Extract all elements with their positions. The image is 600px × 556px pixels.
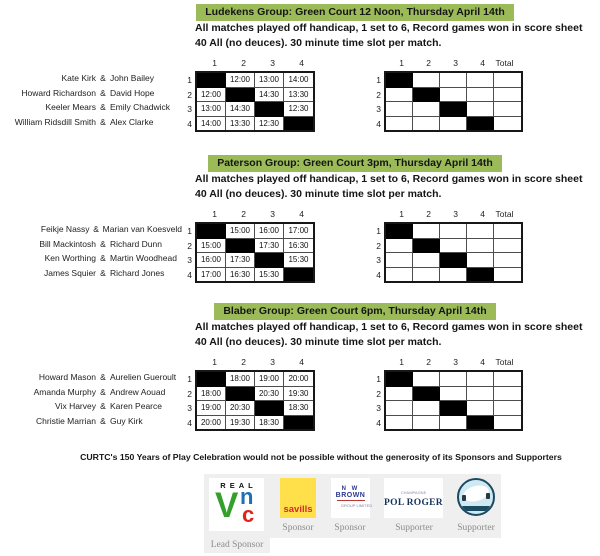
- score-cell: [494, 387, 521, 402]
- pair-row: [0, 71, 182, 86]
- scoresheet-table: [372, 209, 523, 283]
- player2-name: Alex Clarke: [110, 116, 154, 127]
- nw-brown-rule: [337, 500, 365, 501]
- time-cell: 19:00: [197, 401, 226, 416]
- instructions-line2: 40 All (no deuces). 30 minute time slot per match.: [195, 37, 442, 49]
- row-label: 4: [376, 118, 381, 129]
- score-cell: [440, 239, 467, 254]
- time-cell: 13:00: [255, 73, 284, 88]
- group-title: Paterson Group: Green Court 3pm, Thursday April 14th: [208, 155, 502, 172]
- pair-row: [0, 237, 182, 252]
- time-cell: 16:00: [197, 253, 226, 268]
- blocked-cell: [440, 102, 467, 117]
- schedule-table: [183, 209, 315, 283]
- player1-name: Keeler Mears: [45, 102, 96, 112]
- column-headers: [195, 357, 315, 370]
- score-cell: [494, 224, 521, 239]
- time-cell: 13:30: [284, 88, 313, 103]
- player1-name: Christie Marrian: [36, 415, 96, 426]
- nw-brown-logo: [331, 478, 373, 518]
- blocked-cell: [467, 268, 494, 282]
- column-header: 3: [270, 58, 275, 68]
- time-cell: 12:00: [226, 73, 255, 88]
- row-label: 2: [187, 240, 192, 251]
- blocked-cell: [197, 73, 226, 88]
- player2-name: Aurelien Gueroult: [110, 372, 177, 382]
- ampersand: &: [100, 415, 106, 426]
- score-cell: [386, 268, 413, 282]
- blocked-cell: [284, 416, 313, 430]
- player2-name: Marian van Koesveld: [102, 224, 182, 234]
- realvnc-n-letter: n: [240, 484, 254, 509]
- score-cell: [440, 117, 467, 131]
- score-cell: [386, 88, 413, 103]
- realvnc-real-text: REAL: [220, 481, 257, 490]
- score-cell: [494, 401, 521, 416]
- pairs-list: [0, 222, 182, 280]
- column-header: 3: [270, 357, 275, 367]
- player2-name: Emily Chadwick: [110, 102, 170, 112]
- savills-sponsor-label: Sponsor: [282, 523, 314, 533]
- player1-name: Ken Worthing: [44, 253, 96, 263]
- score-cell: [494, 239, 521, 254]
- score-cell: [440, 224, 467, 239]
- blocked-cell: [413, 387, 440, 402]
- column-header: 4: [299, 357, 304, 367]
- score-cell: [494, 88, 521, 103]
- row-label: 2: [187, 388, 192, 399]
- score-cell: [467, 88, 494, 103]
- player1-name: Howard Mason: [38, 372, 96, 382]
- column-header: 4: [480, 209, 485, 219]
- column-headers: [195, 58, 315, 71]
- row-label: 1: [187, 75, 192, 85]
- blocked-cell: [440, 401, 467, 416]
- row-label: 4: [187, 269, 192, 280]
- player1-name: Vix Harvey: [55, 401, 96, 411]
- instructions-line1: All matches played off handicap, 1 set to 6, Record games won in score sheet: [195, 321, 583, 333]
- time-cell: 18:00: [226, 372, 255, 387]
- scoresheet-table: [372, 357, 523, 431]
- ampersand: &: [100, 253, 106, 263]
- column-header: 2: [426, 209, 431, 219]
- time-cell: 17:00: [284, 224, 313, 239]
- group-section: [0, 2, 600, 142]
- score-cell: [467, 224, 494, 239]
- score-cell: [386, 416, 413, 430]
- savills-wordmark: savills: [283, 504, 313, 515]
- blocked-cell: [386, 224, 413, 239]
- time-cell: 15:30: [255, 268, 284, 282]
- group-title-row: [115, 2, 595, 21]
- time-cell: 16:30: [226, 268, 255, 282]
- player2-name: Richard Jones: [110, 267, 165, 278]
- column-header: 1: [212, 209, 217, 219]
- time-cell: 16:30: [284, 239, 313, 254]
- score-cell: [494, 372, 521, 387]
- column-header: 2: [426, 58, 431, 68]
- row-label: 4: [376, 269, 381, 280]
- blocked-cell: [284, 117, 313, 131]
- blocked-cell: [413, 88, 440, 103]
- blocked-cell: [440, 253, 467, 268]
- ampersand: &: [100, 267, 106, 278]
- nw-brown-subtitle: GROUP LIMITED: [340, 503, 373, 508]
- player1-name: Kate Kirk: [61, 73, 96, 83]
- column-header: 1: [212, 357, 217, 367]
- time-cell: 14:00: [284, 73, 313, 88]
- nw-brown-sponsor-label: Sponsor: [334, 523, 366, 533]
- row-label: 4: [376, 417, 381, 428]
- row-label: 1: [376, 226, 381, 236]
- column-headers: [384, 357, 523, 370]
- score-cell: [467, 387, 494, 402]
- crest-figure-left: [462, 495, 466, 501]
- blocked-cell: [226, 239, 255, 254]
- score-cell: [467, 372, 494, 387]
- score-cell: [413, 102, 440, 117]
- player1-name: Howard Richardson: [21, 87, 96, 98]
- schedule-table: [183, 58, 315, 132]
- group-section: [0, 301, 600, 441]
- time-cell: 20:00: [197, 416, 226, 430]
- crest-figure-right: [486, 493, 490, 499]
- nw-brown-initials: N W: [341, 486, 360, 492]
- score-cell: [440, 372, 467, 387]
- blocked-cell: [386, 372, 413, 387]
- ampersand: &: [100, 102, 106, 112]
- score-cell: [467, 239, 494, 254]
- score-cell: [386, 117, 413, 131]
- score-cell: [413, 253, 440, 268]
- score-cell: [413, 224, 440, 239]
- column-header: 3: [270, 209, 275, 219]
- row-label: 4: [187, 118, 192, 129]
- time-cell: 13:00: [197, 102, 226, 117]
- group-section: [0, 153, 600, 293]
- score-cell: [467, 253, 494, 268]
- score-cell: [467, 73, 494, 88]
- pair-row: [0, 115, 182, 130]
- club-crest-logo: [457, 478, 495, 516]
- time-cell: 12:30: [284, 102, 313, 117]
- row-label: 3: [187, 403, 192, 413]
- score-cell: [467, 102, 494, 117]
- savills-logo: [280, 478, 316, 518]
- pairs-list: [0, 370, 182, 428]
- score-cell: [413, 372, 440, 387]
- ampersand: &: [100, 116, 106, 127]
- player2-name: Richard Dunn: [110, 238, 162, 249]
- player2-name: Martin Woodhead: [110, 253, 177, 263]
- score-cell: [494, 268, 521, 282]
- player1-name: William Ridsdill Smith: [14, 116, 96, 127]
- time-cell: 20:00: [284, 372, 313, 387]
- player1-name: Bill Mackintosh: [39, 238, 96, 249]
- pair-row: [0, 266, 182, 281]
- nw-brown-name: BROWN: [335, 492, 366, 499]
- instructions-line2: 40 All (no deuces). 30 minute time slot per match.: [195, 336, 442, 348]
- score-cell: [494, 416, 521, 430]
- pair-row: [0, 86, 182, 101]
- column-headers: [384, 58, 523, 71]
- time-cell: 15:30: [284, 253, 313, 268]
- pair-row: [0, 414, 182, 429]
- time-cell: 20:30: [226, 401, 255, 416]
- column-header: Total: [495, 209, 514, 219]
- score-cell: [494, 117, 521, 131]
- score-cell: [386, 102, 413, 117]
- blocked-cell: [197, 224, 226, 239]
- row-label: 1: [187, 226, 192, 236]
- blocked-cell: [284, 268, 313, 282]
- pol-roger-supporter-label: Supporter: [395, 523, 433, 533]
- player2-name: Andrew Aouad: [110, 386, 166, 397]
- time-cell: 20:30: [255, 387, 284, 402]
- schedule-table: [183, 357, 315, 431]
- row-label: 2: [376, 240, 381, 251]
- time-cell: 19:00: [255, 372, 284, 387]
- player2-name: John Bailey: [110, 73, 154, 83]
- score-cell: [413, 117, 440, 131]
- score-cell: [386, 239, 413, 254]
- column-header: 4: [299, 58, 304, 68]
- time-cell: 19:30: [226, 416, 255, 430]
- ampersand: &: [100, 386, 106, 397]
- ampersand: &: [100, 238, 106, 249]
- score-cell: [440, 416, 467, 430]
- instructions-line1: All matches played off handicap, 1 set to 6, Record games won in score sheet: [195, 173, 583, 185]
- column-headers: [384, 209, 523, 222]
- pair-row: [0, 222, 182, 237]
- column-header: 1: [399, 58, 404, 68]
- column-header: Total: [495, 58, 514, 68]
- column-header: 1: [212, 58, 217, 68]
- pol-roger-wordmark: POL ROGER: [384, 497, 443, 508]
- column-headers: [195, 209, 315, 222]
- blocked-cell: [226, 387, 255, 402]
- score-cell: [440, 88, 467, 103]
- score-cell: [413, 416, 440, 430]
- score-cell: [494, 102, 521, 117]
- lead-sponsor-label: Lead Sponsor: [204, 538, 270, 553]
- row-label: 3: [187, 255, 192, 265]
- time-cell: 18:30: [284, 401, 313, 416]
- time-cell: 17:30: [226, 253, 255, 268]
- footer-note: CURTC's 150 Years of Play Celebration would not be possible without the generosity of its Sponsors and Supporters: [80, 452, 562, 462]
- time-cell: 14:30: [255, 88, 284, 103]
- group-title: Blaber Group: Green Court 6pm, Thursday April 14th: [214, 303, 495, 320]
- blocked-cell: [413, 239, 440, 254]
- score-cell: [467, 401, 494, 416]
- column-header: 2: [241, 209, 246, 219]
- player2-name: Guy Kirk: [110, 415, 143, 426]
- time-cell: 17:00: [197, 268, 226, 282]
- column-header: 3: [453, 58, 458, 68]
- row-label: 4: [187, 417, 192, 428]
- score-cell: [413, 401, 440, 416]
- pair-row: [0, 399, 182, 414]
- crest-banner: [462, 506, 490, 511]
- column-header: 4: [299, 209, 304, 219]
- row-label: 3: [376, 403, 381, 413]
- blocked-cell: [255, 253, 284, 268]
- blocked-cell: [467, 117, 494, 131]
- score-cell: [440, 268, 467, 282]
- time-cell: 12:00: [197, 88, 226, 103]
- score-cell: [413, 73, 440, 88]
- time-cell: 12:30: [255, 117, 284, 131]
- pair-row: [0, 100, 182, 115]
- player2-name: David Hope: [110, 87, 155, 98]
- column-header: 2: [426, 357, 431, 367]
- pair-row: [0, 385, 182, 400]
- time-cell: 17:30: [255, 239, 284, 254]
- time-cell: 13:30: [226, 117, 255, 131]
- pair-row: [0, 251, 182, 266]
- row-label: 1: [376, 75, 381, 85]
- blocked-cell: [197, 372, 226, 387]
- realvnc-logo: [209, 478, 264, 531]
- time-cell: 18:00: [197, 387, 226, 402]
- pol-roger-champagne-text: CHAMPAGNE: [400, 490, 427, 495]
- ampersand: &: [100, 401, 106, 411]
- score-cell: [386, 401, 413, 416]
- ampersand: &: [100, 73, 106, 83]
- ampersand: &: [93, 224, 99, 234]
- row-label: 3: [376, 255, 381, 265]
- column-header: 3: [453, 209, 458, 219]
- instructions-line1: All matches played off handicap, 1 set to 6, Record games won in score sheet: [195, 22, 583, 34]
- time-cell: 18:30: [255, 416, 284, 430]
- pair-row: [0, 370, 182, 385]
- score-cell: [440, 387, 467, 402]
- row-label: 2: [187, 89, 192, 100]
- time-cell: 19:30: [284, 387, 313, 402]
- player1-name: James Squier: [44, 267, 96, 278]
- row-label: 2: [376, 89, 381, 100]
- player1-name: Amanda Murphy: [33, 386, 96, 397]
- time-cell: 15:00: [197, 239, 226, 254]
- realvnc-v-letter: V: [215, 486, 239, 525]
- time-cell: 14:00: [197, 117, 226, 131]
- score-cell: [413, 268, 440, 282]
- pairs-list: [0, 71, 182, 129]
- player2-name: Karen Pearce: [110, 401, 162, 411]
- score-cell: [386, 253, 413, 268]
- column-header: 1: [399, 209, 404, 219]
- blocked-cell: [467, 416, 494, 430]
- column-header: 2: [241, 357, 246, 367]
- blocked-cell: [226, 88, 255, 103]
- row-label: 1: [187, 374, 192, 384]
- club-supporter-label: Supporter: [457, 523, 495, 533]
- row-label: 3: [376, 104, 381, 114]
- time-cell: 14:30: [226, 102, 255, 117]
- group-title: Ludekens Group: Green Court 12 Noon, Thursday April 14th: [196, 4, 513, 21]
- row-label: 3: [187, 104, 192, 114]
- column-header: 3: [453, 357, 458, 367]
- ampersand: &: [100, 87, 106, 98]
- instructions-line2: 40 All (no deuces). 30 minute time slot per match.: [195, 188, 442, 200]
- ampersand: &: [100, 372, 106, 382]
- blocked-cell: [386, 73, 413, 88]
- pol-roger-logo: [384, 478, 443, 518]
- scoresheet-table: [372, 58, 523, 132]
- realvnc-c-letter: c: [242, 502, 255, 527]
- blocked-cell: [255, 102, 284, 117]
- player1-name: Feikje Nassy: [40, 224, 90, 234]
- row-label: 2: [376, 388, 381, 399]
- group-title-row: [115, 153, 595, 172]
- group-title-row: [115, 301, 595, 320]
- score-cell: [494, 253, 521, 268]
- blocked-cell: [255, 401, 284, 416]
- row-label: 1: [376, 374, 381, 384]
- score-cell: [440, 73, 467, 88]
- time-cell: 16:00: [255, 224, 284, 239]
- score-cell: [494, 73, 521, 88]
- time-cell: 15:00: [226, 224, 255, 239]
- column-header: 4: [480, 357, 485, 367]
- score-cell: [386, 387, 413, 402]
- column-header: 2: [241, 58, 246, 68]
- column-header: 1: [399, 357, 404, 367]
- column-header: 4: [480, 58, 485, 68]
- column-header: Total: [495, 357, 514, 367]
